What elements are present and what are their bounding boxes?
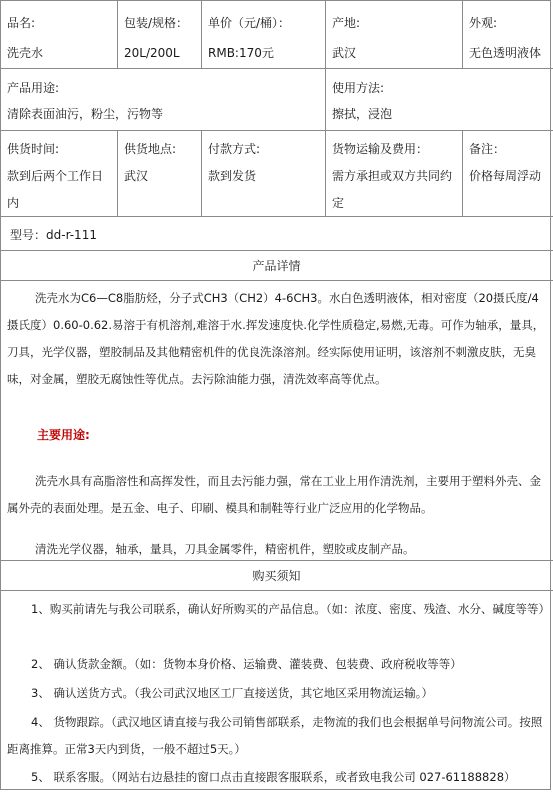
notice-item: 4、 货物跟踪。（武汉地区请直接与我公司销售部联系，走物流的我们也会根据单号问物流公司。按照距离推算。正常3天内到货，一般不超过5天。） (7, 715, 543, 756)
spec-label: 外观: (469, 16, 498, 30)
notice-item: 3、 确认送货方式。（我公司武汉地区工厂直接送货，其它地区采用物流运输。） (31, 686, 433, 700)
spec-label: 备注： (469, 142, 506, 156)
model-number: 型号：dd-r-111 (10, 228, 97, 242)
spec-value: 20L/200L (124, 46, 180, 60)
spec-value: 内 (7, 196, 20, 210)
section-title-details: 产品详情 (252, 259, 301, 273)
spec-value: 无色透明液体 (469, 46, 542, 60)
spec-label: 付款方式: (208, 142, 261, 156)
spec-label: 单价（元/桶）： (208, 16, 291, 30)
notice-item: 1、购买前请先与我公司联系，确认好所购买的产品信息。（如：浓度、密度、残渣、水分、碱度等等） (31, 602, 551, 616)
spec-value: 需方承担或双方共同约 (332, 169, 453, 183)
divider (201, 130, 202, 217)
divider (0, 130, 553, 131)
spec-value: 价格每周浮动 (469, 169, 542, 183)
spec-value: 武汉 (332, 46, 357, 60)
notice-item: 5、 联系客服。（网站右边悬挂的窗口点击直接跟客服联系，或者致电我公司 027-61188828） (31, 770, 516, 784)
spec-value: 擦拭，浸泡 (332, 107, 393, 121)
spec-label: 产地: (332, 16, 361, 30)
spec-value: 款到发货 (208, 169, 257, 183)
main-use-heading: 主要用途: (37, 428, 90, 442)
divider (0, 250, 553, 251)
spec-value: 武汉 (124, 169, 149, 183)
spec-label: 品名: (7, 16, 36, 30)
divider (325, 130, 326, 217)
divider (462, 0, 463, 69)
divider (0, 68, 553, 69)
divider (201, 0, 202, 69)
details-paragraph: 清洗光学仪器，轴承，量具，刀具金属零件，精密机件，塑胶或皮制产品。 (35, 542, 415, 556)
notice-item: 2、 确认货款金额。（如：货物本身价格、运输费、灌装费、包装费、政府税收等等） (31, 657, 462, 671)
spec-label: 产品用途: (7, 81, 60, 95)
section-title-notice: 购买须知 (252, 569, 301, 583)
spec-label: 供货地点: (124, 142, 177, 156)
divider (0, 590, 553, 591)
divider (325, 68, 326, 131)
spec-value: RMB:170元 (208, 46, 274, 60)
divider (117, 130, 118, 217)
spec-value: 定 (332, 196, 345, 210)
spec-value: 洗壳水 (7, 46, 44, 60)
divider (462, 130, 463, 217)
spec-label: 使用方法: (332, 81, 385, 95)
spec-label: 包装/规格： (124, 16, 189, 30)
divider (117, 0, 118, 69)
details-paragraph: 洗壳水为C6—C8脂肪烃，分子式CH3（CH2）4-6CH3。水白色透明液体，相对密度（20摄氏度/4摄氏度）0.60-0.62.易溶于有机溶剂,难溶于水.挥发速度快.化学性质稳定,易燃,无毒。可作为轴承，量具，刀具，光学仪器，塑胶制品及其他精密机件的优良洗涤溶剂。经实际使用证明，该溶剂不刺激皮肤，无臭味，对金属，塑胶无腐蚀性等优点。去污除油能力强，清洗效率高等优点。 (7, 291, 545, 386)
spec-value: 清除表面油污，粉尘，污物等 (7, 107, 164, 121)
details-paragraph: 洗壳水具有高脂溶性和高挥发性，而且去污能力强，常在工业上用作清洗剂，主要用于塑料外壳、金属外壳的表面处理。是五金、电子、印刷、模具和制鞋等行业广泛应用的化学物品。 (7, 474, 541, 515)
spec-label: 供货时间: (7, 142, 60, 156)
divider (0, 216, 553, 217)
spec-value: 款到后两个工作日 (7, 169, 104, 183)
divider (0, 280, 553, 281)
spec-label: 货物运输及费用： (332, 142, 429, 156)
divider (325, 0, 326, 69)
